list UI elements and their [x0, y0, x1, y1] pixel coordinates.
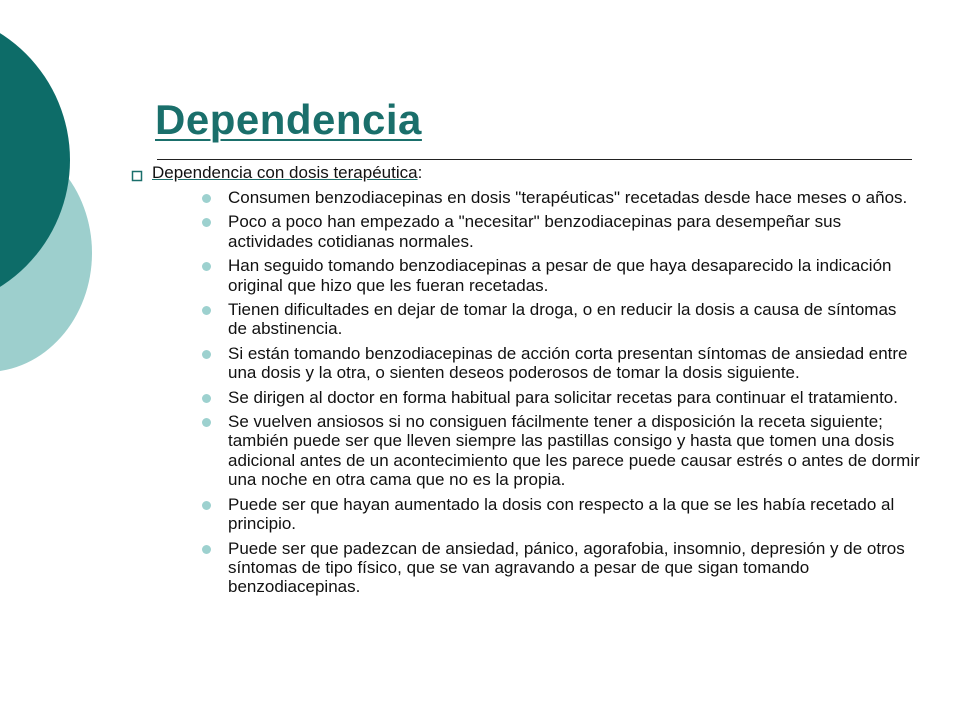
bullet-dot-icon [202, 394, 211, 403]
bullet-dot-icon [202, 545, 211, 554]
hollow-square-bullet-icon [130, 167, 144, 181]
bullet-text: Consumen benzodiacepinas en dosis "terapéuticas" recetadas desde hace meses o años. [228, 188, 908, 207]
bullet-item [130, 412, 920, 490]
slide-title: Dependencia [155, 96, 422, 143]
bullet-item [130, 495, 920, 534]
level1-suffix: : [417, 163, 423, 182]
level1-label: Dependencia con dosis terapéutica [152, 163, 418, 182]
bullet-item [130, 344, 920, 383]
bullet-dot-icon [202, 501, 211, 510]
bullet-text: Puede ser que padezcan de ansiedad, pánico, agorafobia, insomnio, depresión y de otros síntomas de tipo físico, que se van agravando a pesar de que sigan tomando benzodiacepinas. [228, 538, 905, 597]
bullet-dot-icon [202, 262, 211, 271]
slide-content [130, 162, 920, 602]
bullet-dot-icon [202, 218, 211, 227]
bullet-text: Poco a poco han empezado a "necesitar" benzodiacepinas para desempeñar sus actividades cotidianas normales. [228, 212, 842, 251]
bullet-text: Se dirigen al doctor en forma habitual para solicitar recetas para continuar el tratamiento. [228, 387, 898, 407]
bullet-text: Han seguido tomando benzodiacepinas a pesar de que haya desaparecido la indicación original que hizo que les fueran recetadas. [228, 256, 892, 295]
bullet-item [130, 388, 920, 407]
level1-item [130, 162, 920, 183]
bullet-text: Puede ser que hayan aumentado la dosis con respecto a la que se les había recetado al principio. [228, 494, 895, 534]
bullet-item [130, 300, 920, 339]
bullet-item [130, 539, 920, 597]
bullet-text: Tienen dificultades en dejar de tomar la droga, o en reducir la dosis a causa de síntomas de abstinencia. [228, 300, 897, 339]
bullet-text: Se vuelven ansiosos si no consiguen fácilmente tener a disposición la receta siguiente; también puede ser que lleven siempre las pastillas consigo y hasta que tomen una dosis adicional antes de un acontecimiento que les parece puede causar estrés o antes de dormir una noche en otra cama que no es la propia. [228, 412, 920, 490]
level1-text [152, 162, 422, 183]
bullet-dot-icon [202, 418, 211, 427]
bullet-dot-icon [202, 350, 211, 359]
bullet-item [130, 212, 920, 251]
bullet-dot-icon [202, 306, 211, 315]
bullet-list [130, 188, 920, 597]
bullet-dot-icon [202, 194, 211, 203]
title-divider [157, 159, 912, 160]
bullet-item [130, 188, 920, 207]
bullet-text: Si están tomando benzodiacepinas de acción corta presentan síntomas de ansiedad entre una dosis y la otra, o sienten deseos poderosos de tomar la dosis siguiente. [228, 343, 908, 383]
bullet-item [130, 256, 920, 295]
